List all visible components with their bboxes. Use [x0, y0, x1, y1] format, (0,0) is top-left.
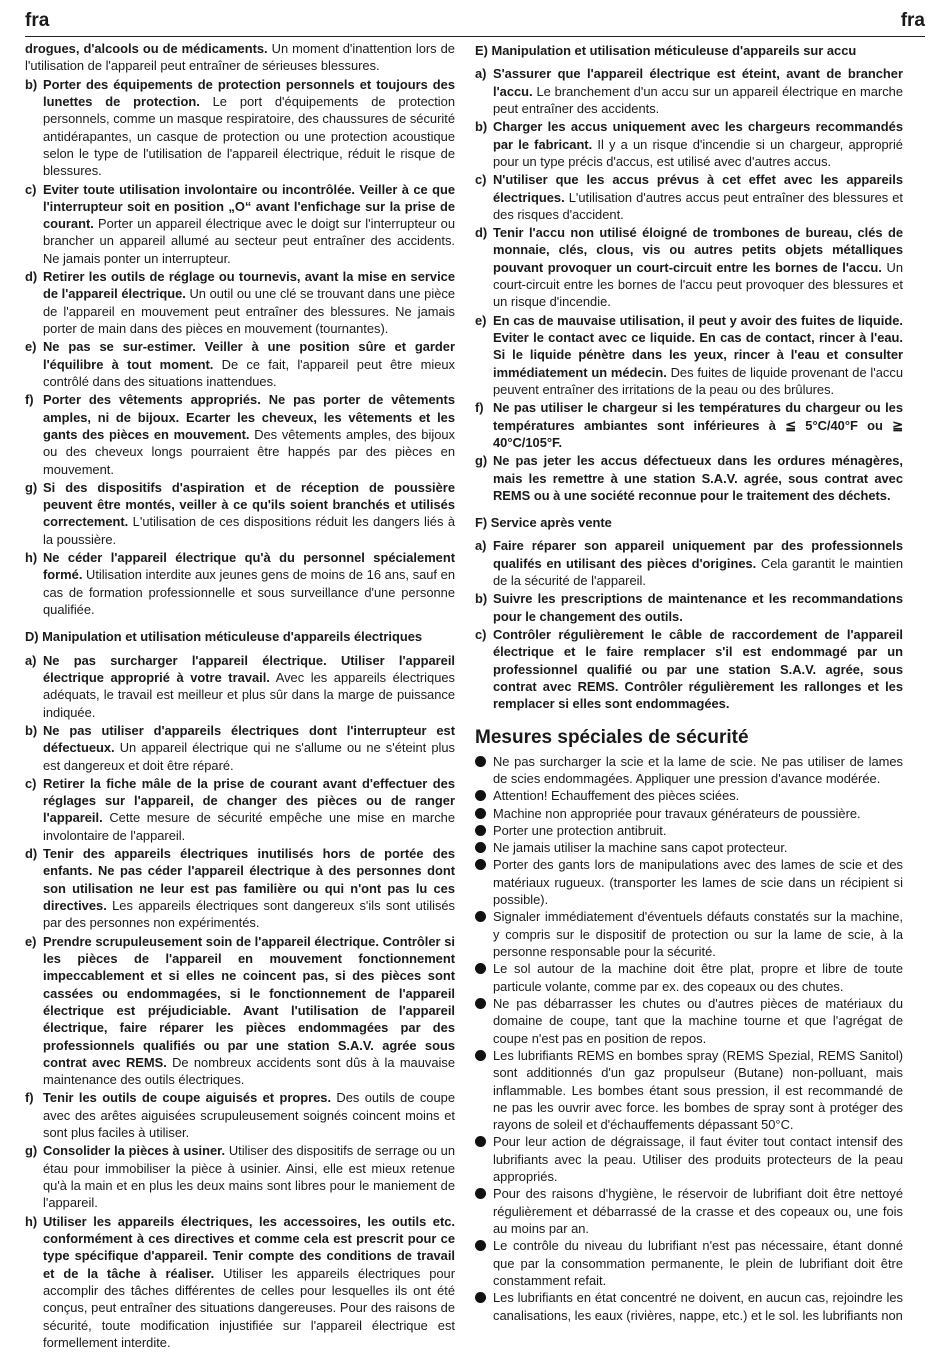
bullet-item — [475, 805, 903, 822]
list-item — [25, 1089, 455, 1141]
list-item — [25, 76, 455, 180]
bullet-text: Signaler immédiatement d'éventuels défauts constatés sur la machine, y compris sur le dispositif de protection ou sur la lame de scie, à la personne responsable pour la sécurité. — [493, 909, 903, 959]
continued-text: Un moment d'inattention lors de l'utilisation de l'appareil peut entraîner de sérieuses blessures. — [25, 41, 455, 74]
list-item — [475, 118, 903, 170]
item-label: g) — [475, 453, 488, 469]
list-item — [25, 268, 455, 337]
bullet-text: Le sol autour de la machine doit être plat, propre et libre de toute particule volante, comme par ex. des copeaux ou des chutes. — [493, 961, 903, 994]
item-label: a) — [475, 66, 487, 82]
bullet-dot-icon — [475, 1240, 486, 1251]
bullet-item — [475, 1289, 903, 1324]
list-item — [25, 775, 455, 844]
item-bold-text: S'assurer que l'appareil électrique est éteint, avant de brancher l'accu. — [493, 66, 903, 99]
bullet-item — [475, 856, 903, 908]
item-label: c) — [475, 627, 487, 642]
section-d-items — [25, 652, 455, 1352]
item-text: Les appareils électriques sont dangereux s'ils sont utilisés par des personnes non expérimentés. — [43, 898, 455, 931]
item-label: d) — [25, 269, 38, 285]
item-text: Utiliser des dispositifs de serrage ou un étau pour immobiliser la pièce à usinier. Ainsi, elle est mieux retenue qu'à la main et en plus les deux mains sont libres pour le maniement de l'appareil. — [43, 1143, 455, 1211]
bullet-item — [475, 1047, 903, 1134]
item-text: Des outils de coupe avec des arêtes aiguisées scrupuleusement soignés coincent moins et sont plus faciles à utiliser. — [43, 1090, 455, 1141]
item-bold-text: Porter des vêtements appropriés. Ne pas porter de vêtements amples, ni de bijoux. Ecarter les cheveux, les vêtements et les gants des pièces en mouvement. — [43, 392, 455, 442]
item-label: c) — [25, 181, 37, 197]
bullet-item — [475, 1133, 903, 1185]
section-e-items — [475, 65, 903, 504]
bullet-item — [475, 995, 903, 1047]
bullet-text: Machine non appropriée pour travaux générateurs de poussière. — [493, 805, 861, 821]
item-text: Avec les appareils électriques adéquats, le travail est meilleur et plus sûr dans la marge de puissance indiquée. — [43, 669, 455, 720]
item-bold-text: Prendre scrupuleusement soin de l'appareil électrique. Contrôler si les pièces de l'appareil en mouvement fonctionnement impeccablement et si elles ne coincent pas, si des pièces sont cassées ou endommagées, si le fonctionnement de l'appareil électrique est préjudiciable. Avant l'utilisation de l'appareil électrique, faire réparer les pièces endommagées par des professionnels qualifiés ou par une station S.A.V. agrée sous contrat avec REMS. — [43, 933, 455, 1070]
bullet-text: Ne pas débarrasser les chutes ou d'autres pièces de matériaux du domaine de coupe, tant que la machine tourne et que l'agrégat de coupe n'est pas en position de repos. — [493, 995, 903, 1046]
item-text: L'utilisation d'autres accus peut entraîner des blessures et des risques d'accident. — [493, 189, 903, 222]
item-bold-text: Consolider la pièces à usiner. — [43, 1143, 226, 1159]
item-text: L'utilisation de ces dispositions réduit les dangers liés à la poussière. — [43, 514, 455, 547]
item-label: h) — [25, 550, 38, 566]
item-text: Le port d'équipements de protection personnels, comme un masque respiratoire, des chaussures de sécurité antidérapantes, un casque de protection ou une protection acoustique selon le type de l'utilisation de l'appareil électrique, réduit le risque de blessures. — [43, 93, 455, 179]
section-f-items — [475, 537, 903, 712]
item-text: Cela garantit le maintien de la sécurité de l'appareil. — [493, 555, 903, 589]
section-f-heading: F) Service après vente — [475, 515, 612, 531]
bullet-item — [475, 787, 903, 804]
list-item — [25, 722, 455, 774]
bullet-dot-icon — [475, 825, 486, 836]
bullet-text: Le contrôle du niveau du lubrifiant n'est pas nécessaire, étant donné que par la consommation permanente, le plein de lubrifiant doit être constamment refait. — [493, 1238, 903, 1288]
bullet-item — [475, 960, 903, 995]
bullet-text: Attention! Echauffement des pièces sciées. — [493, 788, 740, 804]
item-label: h) — [25, 1213, 38, 1229]
item-label: g) — [25, 479, 38, 495]
item-bold-text: Ne pas se sur-estimer. Veiller à une position sûre et garder l'équilibre à tout moment. — [43, 339, 455, 372]
list-item — [25, 652, 455, 721]
item-bold-text: En cas de mauvaise utilisation, il peut y avoir des fuites de liquide. Eviter le contact avec ce liquide. En cas de contact, rincer à l'eau. Si le liquide pénètre dans les yeux, rincer à l'eau et consulter immédiatement un médecin. — [493, 312, 903, 380]
item-bold-text: Faire réparer son appareil uniquement par des professionnels qualifés en utilisant des pièces d'origines. — [493, 538, 903, 571]
item-label: e) — [475, 312, 487, 328]
list-item — [25, 181, 455, 268]
list-item — [475, 312, 903, 399]
list-item — [25, 338, 455, 390]
page-header — [25, 10, 925, 37]
bullet-dot-icon — [475, 1136, 486, 1147]
item-bold-text: Utiliser les appareils électriques, les accessoires, les outils etc. conformément à ces directives et comme cela est prescrit pour ce type spécifique d'appareil. Tenir compte des conditions de travail et de la tâche à réaliser. — [43, 1213, 455, 1281]
item-label: f) — [25, 1090, 34, 1106]
item-bold-text: Retirer les outils de réglage ou tournevis, avant la mise en service de l'appareil électrique. — [43, 269, 455, 302]
bullet-dot-icon — [475, 963, 486, 974]
bullet-dot-icon — [475, 911, 486, 922]
item-bold-text: Ne céder l'appareil électrique qu'à du personnel spécialement formé. — [43, 550, 455, 583]
item-bold-text: Porter des équipements de protection personnels et toujours des lunettes de protection. — [43, 76, 455, 109]
item-label: b) — [25, 722, 38, 738]
continued-bold: drogues, d'alcools ou de médicaments. — [25, 41, 268, 56]
list-item — [475, 590, 903, 625]
item-text: Il y a un risque d'incendie si un chargeur, approprié pour un type précis d'accus, est utilisé avec d'autres accus. — [493, 136, 903, 169]
list-item — [25, 1142, 455, 1211]
list-item — [475, 224, 903, 311]
right-column — [475, 40, 903, 1324]
item-text: Des fuites de liquide provenant de l'accu peuvent entraîner des irritations de la peau ou des brûlures. — [493, 364, 903, 397]
item-bold-text: Eviter toute utilisation involontaire ou incontrôlée. Veiller à ce que l'interrupteur soit en position „O“ avant l'enfichage sur la prise de courant. — [43, 181, 455, 232]
list-item — [475, 537, 903, 589]
item-label: b) — [475, 119, 488, 135]
list-item — [25, 549, 455, 618]
bullet-dot-icon — [475, 859, 486, 870]
list-item — [25, 479, 455, 548]
bullet-item — [475, 1237, 903, 1289]
item-text: Utilisation interdite aux jeunes gens de moins de 16 ans, sauf en cas de formation professionnelle et sous surveillance d'une personne qualifiée. — [43, 567, 455, 617]
item-label: f) — [475, 400, 484, 416]
bullet-text: Pour des raisons d'hygiène, le réservoir de lubrifiant doit être nettoyé régulièrement et débarrassé de la crasse et des copeaux ou, une fois au moins par an. — [493, 1186, 903, 1236]
item-text: Utiliser les appareils électriques pour accomplir des tâches différentes de celles pour lesquelles ils ont été conçus, peut entraîner des situations dangereuses. Pour des raisons de sécurité, toute modification injustifiée sur l'appareil électrique est formellement interdite. — [43, 1265, 455, 1350]
section-c-items — [25, 76, 455, 619]
list-item — [25, 1213, 455, 1352]
item-bold-text: Ne pas utiliser le chargeur si les températures du chargeur ou les températures ambiantes sont inférieures à ≦ 5°C/40°F ou ≧ 40°C/105°F. — [493, 400, 903, 450]
item-label: d) — [475, 225, 488, 241]
list-item — [475, 452, 903, 504]
list-item — [25, 933, 455, 1089]
header-lang-right: fra — [900, 10, 925, 31]
bullet-dot-icon — [475, 842, 486, 853]
item-bold-text: Si des dispositifs d'aspiration et de réception de poussière peuvent être montés, veiller à ce qu'ils soient branchés et utilisés correctement. — [43, 479, 455, 530]
item-bold-text: Retirer la fiche mâle de la prise de courant avant d'effectuer des réglages sur l'appareil, de changer des pièces ou de ranger l'appareil. — [43, 775, 455, 826]
bullet-text: Pour leur action de dégraissage, il faut éviter tout contact intensif des lubrifiants avec la peau. Utiliser des produits protecteurs de la peau appropriés. — [493, 1134, 903, 1185]
bullet-item — [475, 1185, 903, 1237]
list-item — [475, 626, 903, 713]
item-bold-text: Contrôler régulièrement le câble de raccordement de l'appareil électrique et le faire remplacer s'il est endommagé par un professionnel qualifié ou par une station S.A.V. agrée, sous contrat avec REMS. Contrôler régulièrement les rallonges et les remplacer si elles sont endommagées. — [493, 627, 903, 712]
item-label: c) — [25, 775, 37, 791]
list-item — [475, 65, 903, 117]
item-text: Un court-circuit entre les bornes de l'accu peut provoquer des blessures et un risque d'incendie. — [493, 259, 904, 310]
section-d-heading: D) Manipulation et utilisation méticuleuse d'appareils électriques — [25, 629, 423, 645]
item-text: Un appareil électrique qui ne s'allume ou ne s'éteint plus est dangereux et doit être réparé. — [43, 740, 455, 773]
item-bold-text: N'utiliser que les accus prévus à cet effet avec les appareils électriques. — [493, 172, 903, 205]
bullet-text: Ne pas surcharger la scie et la lame de scie. Ne pas utiliser de lames de scies endommagées. Appliquer une pression d'avance modérée. — [493, 753, 903, 786]
bullet-item — [475, 822, 903, 839]
item-label: e) — [25, 933, 37, 949]
item-bold-text: Ne pas jeter les accus défectueux dans les ordures ménagères, mais les remettre à une station S.A.V. agrée, sous contrat avec REMS ou à une société reconnue pour le traitement des déchets. — [493, 453, 903, 503]
item-bold-text: Charger les accus uniquement avec les chargeurs recommandés par le fabricant. — [493, 119, 903, 152]
item-bold-text: Ne pas surcharger l'appareil électrique. Utiliser l'appareil électrique approprié à votre travail. — [43, 652, 455, 685]
item-text: Des vêtements amples, des bijoux ou des cheveux longs pourraient être happés par des pièces en mouvement. — [43, 426, 455, 477]
bullet-dot-icon — [475, 1188, 486, 1199]
bullet-dot-icon — [475, 998, 486, 1009]
bullet-item — [475, 753, 903, 788]
item-label: a) — [25, 652, 37, 668]
item-label: c) — [475, 172, 487, 188]
special-safety-title: Mesures spéciales de sécurité — [475, 726, 749, 748]
item-label: f) — [25, 392, 34, 408]
bullet-item — [475, 908, 903, 960]
item-label: d) — [25, 846, 38, 862]
item-bold-text: Tenir les outils de coupe aiguisés et propres. — [43, 1090, 332, 1106]
section-e-heading: E) Manipulation et utilisation méticuleuse d'appareils sur accu — [475, 43, 857, 58]
item-text: De nombreux accidents sont dûs à la mauvaise maintenance des outils électriques. — [43, 1054, 455, 1088]
bullet-text: Ne jamais utiliser la machine sans capot protecteur. — [493, 840, 788, 856]
item-label: a) — [475, 538, 487, 554]
item-text: Cette mesure de sécurité empêche une mise en marche involontaire de l'appareil. — [43, 810, 455, 843]
item-bold-text: Tenir des appareils électriques inutilisés hors de portée des enfants. Ne pas céder l'appareil électrique à des personnes dont son utilisation ne leur est pas familière ou qui n'ont pas lu ces directives. — [43, 846, 455, 913]
item-text: Porter un appareil électrique avec le doigt sur l'interrupteur ou brancher un appareil allumé au secteur peut entraîner des accidents. Ne jamais ponter un interrupteur. — [43, 216, 455, 266]
item-label: g) — [25, 1143, 38, 1159]
left-column — [25, 40, 455, 1352]
bullet-text: Porter des gants lors de manipulations avec des lames de scie et des matériaux rugueux. (transporter les lames de scie dans un récipient si possible). — [493, 857, 903, 908]
bullet-dot-icon — [475, 756, 486, 767]
list-item — [25, 391, 455, 478]
item-label: e) — [25, 339, 37, 355]
item-text: Le branchement d'un accu sur un appareil électrique en marche peut entraîner des accidents. — [493, 83, 903, 116]
bullet-dot-icon — [475, 808, 486, 819]
special-safety-bullets — [475, 753, 903, 1324]
bullet-dot-icon — [475, 1292, 486, 1303]
item-label: b) — [475, 591, 488, 607]
bullet-text: Porter une protection antibruit. — [493, 822, 667, 838]
list-item — [475, 399, 903, 451]
item-text: De ce fait, l'appareil peut être mieux contrôlé dans des situations inattendues. — [43, 356, 455, 389]
continued-paragraph — [25, 40, 455, 75]
item-label: b) — [25, 76, 38, 92]
item-bold-text: Tenir l'accu non utilisé éloigné de trombones de bureau, clés de monnaie, clés, clous, vis ou autres petits objets métalliques pouvant provoquer un court-circuit entre les bornes de l'accu. — [493, 225, 903, 275]
item-bold-text: Ne pas utiliser d'appareils électriques dont l'interrupteur est défectueux. — [43, 722, 455, 756]
item-text: Un outil ou une clé se trouvant dans une pièce de l'appareil en mouvement peut entraîner des blessures. Ne jamais porter de main dans des pièces en mouvement (tournantes). — [43, 286, 455, 336]
bullet-dot-icon — [475, 1050, 486, 1061]
list-item — [475, 171, 903, 223]
bullet-text: Les lubrifiants REMS en bombes spray (REMS Spezial, REMS Sanitol) sont additionnés d'un gaz propulseur (Butane) non-polluant, mais inflammable. Les bombes étant sous pression, il est recommandé de ne pas les ouvrir avec force. les bombes de spray sont à protéger des rayons de soleil et d'échauffements dépassant 50°C. — [493, 1047, 903, 1133]
header-lang-left: fra — [25, 10, 50, 31]
list-item — [25, 845, 455, 932]
item-bold-text: Suivre les prescriptions de maintenance et les recommandations pour le changement des outils. — [493, 591, 903, 624]
bullet-dot-icon — [475, 790, 486, 801]
bullet-item — [475, 839, 903, 856]
bullet-text: Les lubrifiants en état concentré ne doivent, en aucun cas, rejoindre les canalisations, les eaux (rivières, nappe, etc.) et le sol. les lubrifiants non — [493, 1290, 903, 1323]
